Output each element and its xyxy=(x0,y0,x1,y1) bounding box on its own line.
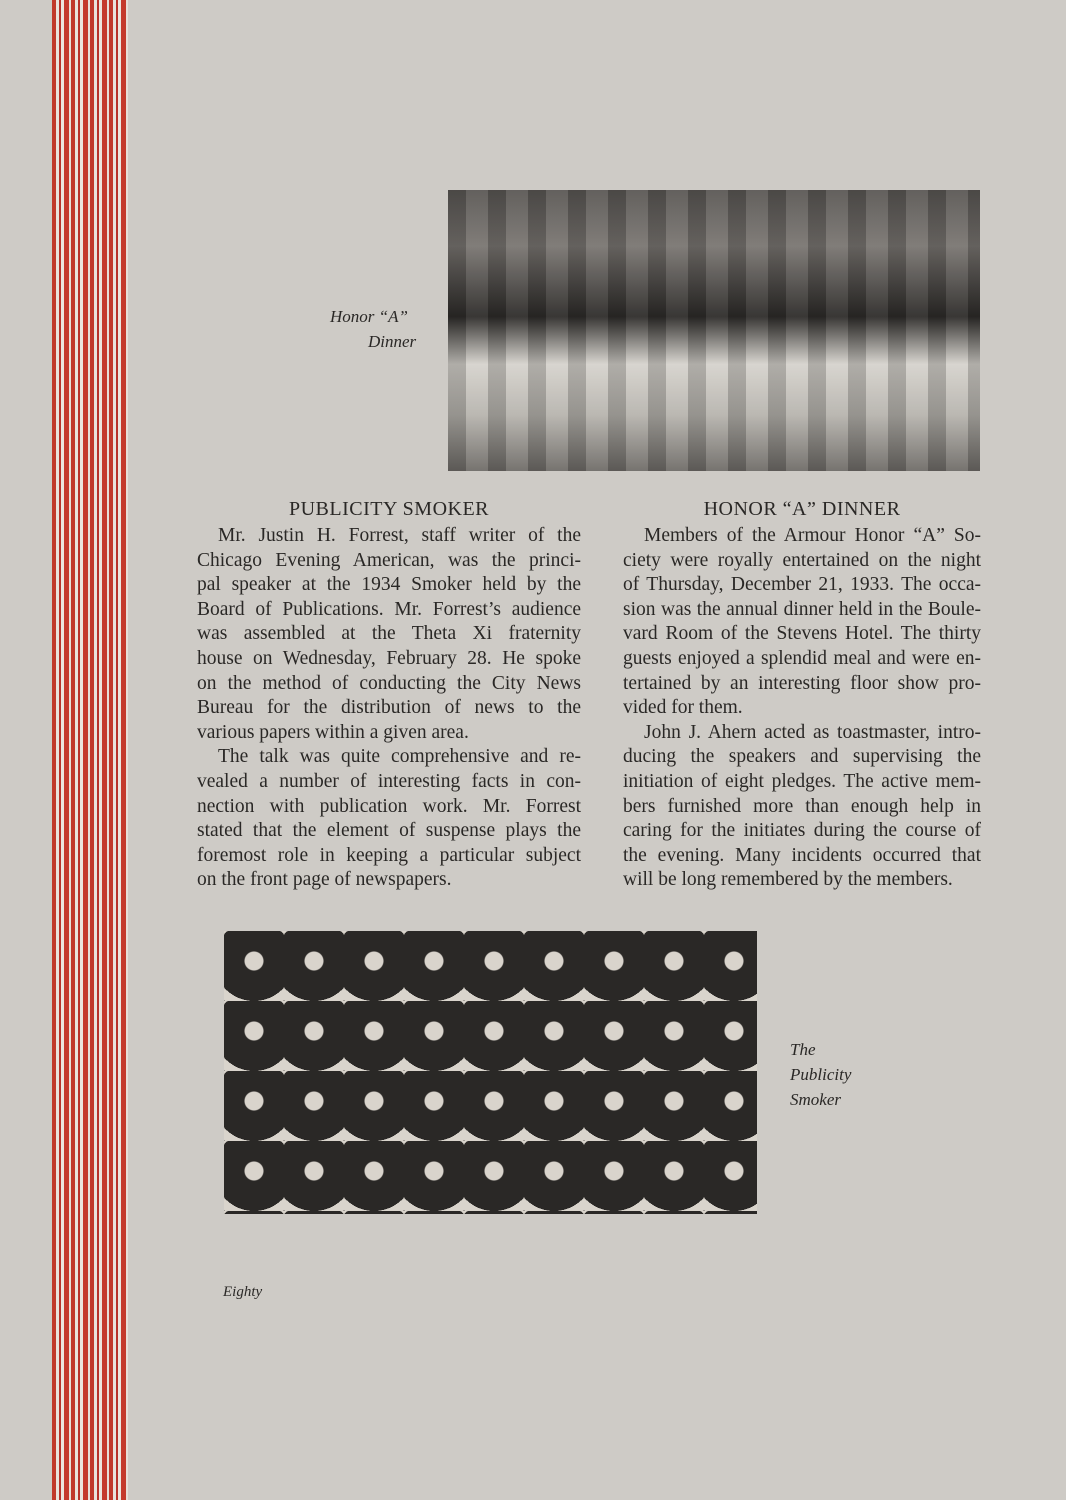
paragraph-line: John J. Ahern acted as toastmaster, intro- xyxy=(644,721,981,743)
caption-line: Honor “A” xyxy=(330,307,408,326)
paragraph-line: ducing the speakers and supervising the xyxy=(623,746,981,768)
paragraph-line: on the method of conducting the City News xyxy=(197,672,581,694)
paragraph-line: ciety were royally entertained on the night xyxy=(623,549,981,571)
caption-line: Publicity xyxy=(790,1065,852,1084)
paragraph-line: nection with publication work. Mr. Forrest xyxy=(197,795,581,817)
caption-line: Smoker xyxy=(790,1090,841,1109)
caption-line: Dinner xyxy=(368,332,417,351)
paragraph-line: tertained by an interesting floor show pro- xyxy=(623,672,981,694)
paragraph-line: Bureau for the distribution of news to the xyxy=(197,697,581,719)
caption-line: The xyxy=(790,1040,816,1059)
paragraph-line: Chicago Evening American, was the princi- xyxy=(197,549,581,571)
article-publicity-smoker xyxy=(197,496,581,893)
paragraph-line: The talk was quite comprehensive and re- xyxy=(218,746,581,768)
paragraph-line: the evening. Many incidents occurred that xyxy=(623,844,981,866)
paragraph-line: foremost role in keeping a particular subject xyxy=(197,844,581,866)
paragraph-line: Mr. Justin H. Forrest, staff writer of the xyxy=(218,525,581,546)
paragraph-line: was assembled at the Theta Xi fraternity xyxy=(197,623,581,645)
paragraph-line: vard Room of the Stevens Hotel. The thirty xyxy=(623,623,981,645)
article-heading: PUBLICITY SMOKER xyxy=(288,498,490,520)
page-number: Eighty xyxy=(223,1284,263,1300)
paragraph-line: guests enjoyed a splendid meal and were en- xyxy=(623,647,981,669)
paragraph-line: bers furnished more than enough help in xyxy=(623,795,981,817)
paragraph-line: initiation of eight pledges. The active mem- xyxy=(623,770,981,792)
honor-a-dinner-caption xyxy=(330,304,416,354)
paragraph-line: stated that the element of suspense plays the xyxy=(197,820,581,842)
paragraph-line: sion was the annual dinner held in the Boule- xyxy=(623,598,981,620)
publicity-smoker-group-photo xyxy=(224,931,757,1214)
honor-a-dinner-photo xyxy=(448,190,980,471)
paragraph-line: various papers within a given area. xyxy=(197,721,469,743)
publicity-smoker-caption xyxy=(790,1037,851,1112)
paragraph-line: on the front page of newspapers. xyxy=(197,869,452,891)
paragraph-line: pal speaker at the 1934 Smoker held by the xyxy=(197,574,581,596)
paragraph-line: of Thursday, December 21, 1933. The occa- xyxy=(623,574,981,596)
paragraph-line: vided for them. xyxy=(623,697,743,719)
paragraph-line: will be long remembered by the members. xyxy=(623,869,953,891)
paragraph-line: vealed a number of interesting facts in con- xyxy=(197,770,581,792)
article-heading: HONOR “A” DINNER xyxy=(703,498,901,520)
red-stripe-border xyxy=(52,0,128,1500)
paragraph-line: Members of the Armour Honor “A” So- xyxy=(644,525,981,546)
paragraph-line: caring for the initiates during the course of xyxy=(623,820,981,842)
article-honor-a-dinner xyxy=(623,496,981,893)
paragraph-line: Board of Publications. Mr. Forrest’s audience xyxy=(197,598,581,620)
paragraph-line: house on Wednesday, February 28. He spoke xyxy=(197,647,581,669)
